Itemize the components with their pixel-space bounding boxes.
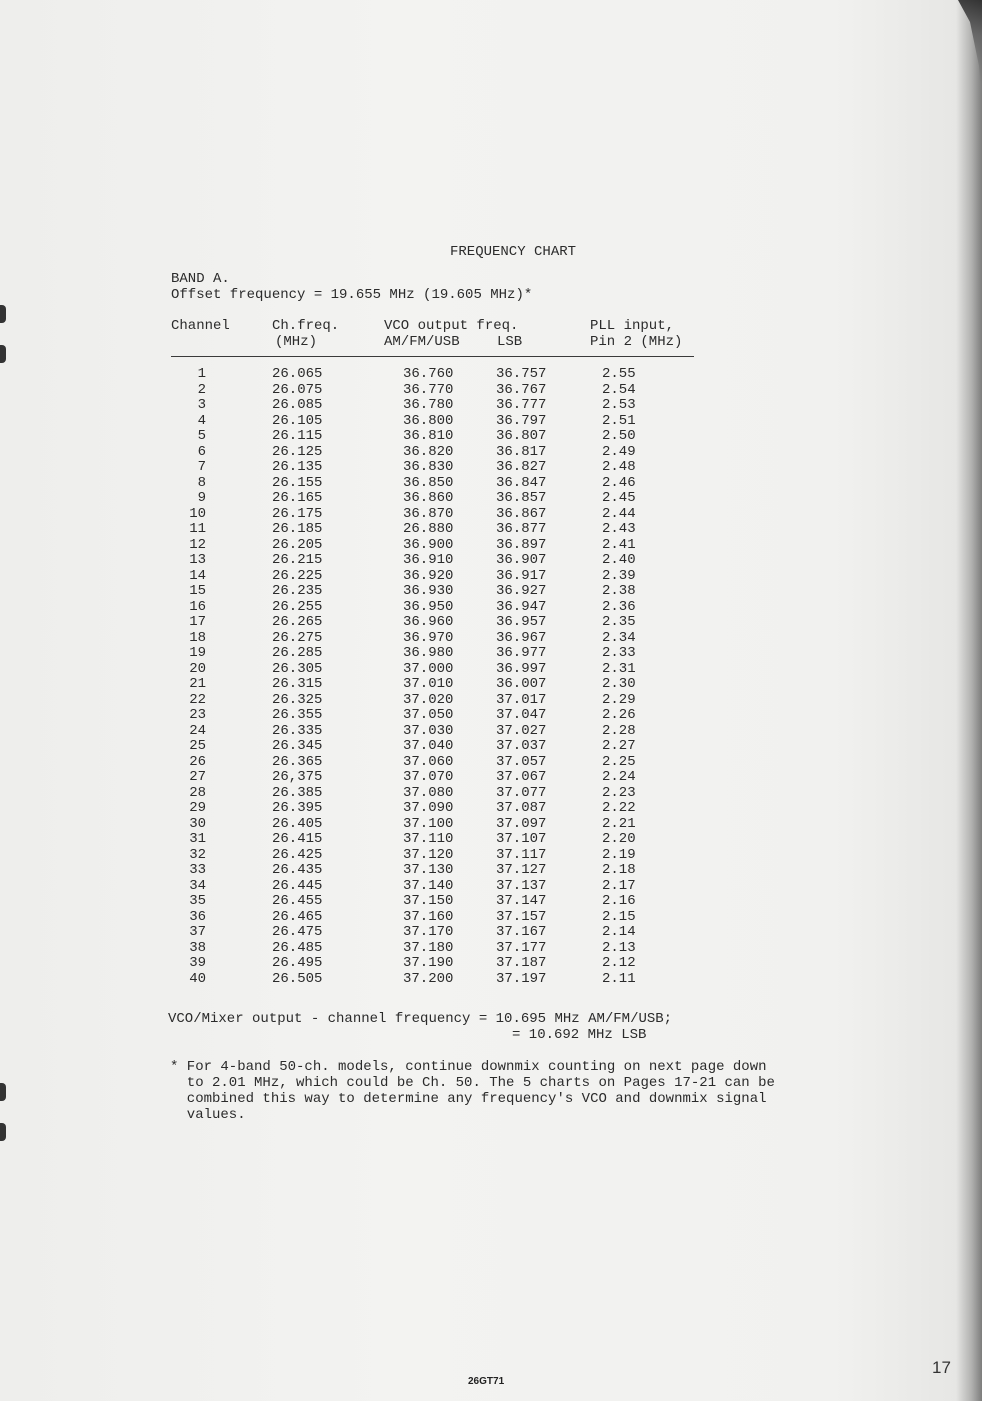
vco-lsb-cell: 36.957 [496,614,547,630]
table-row [0,382,700,398]
vco-am-cell: 37.070 [403,769,454,785]
table-row [0,676,700,692]
ch-freq-cell: 26.435 [272,862,323,878]
header-channel: Channel [171,318,230,334]
table-row [0,568,700,584]
pll-cell: 2.36 [602,598,636,615]
channel-cell: 8 [197,474,206,491]
vco-lsb-cell: 36.767 [496,381,547,398]
vco-lsb-cell: 36.877 [496,521,547,537]
ch-freq-cell: 26.325 [272,691,323,708]
pll-cell: 2.17 [602,877,636,894]
formula-line-2: = 10.692 MHz LSB [512,1027,647,1043]
binding-hole-mark [0,1123,6,1141]
pll-cell: 2.18 [602,862,636,878]
pll-cell: 2.51 [602,412,636,429]
vco-am-cell: 36.850 [403,474,454,491]
pll-cell: 2.12 [602,955,636,971]
table-row [0,940,700,956]
vco-am-cell: 37.190 [403,955,454,971]
pll-cell: 2.38 [602,583,636,599]
vco-am-cell: 37.100 [403,815,454,832]
table-row [0,800,700,816]
channel-cell: 9 [197,490,206,506]
table-row [0,413,700,429]
vco-lsb-cell: 37.177 [496,939,547,956]
vco-lsb-cell: 37.067 [496,769,547,785]
ch-freq-cell: 26.465 [272,908,323,925]
footnote: * For 4-band 50-ch. models, continue downmix counting on next page down to 2.01 MHz, which could be Ch. 50. The 5 charts on Pages 17-21 can be combined this way to determine any frequency's VCO and downmix signal values. [170,1059,775,1123]
ch-freq-cell: 26.215 [272,552,323,568]
table-row [0,893,700,909]
channel-cell: 24 [189,722,206,739]
pll-cell: 2.46 [602,474,636,491]
pll-cell: 2.44 [602,505,636,522]
pll-cell: 2.55 [602,366,636,382]
pll-cell: 2.33 [602,645,636,661]
vco-lsb-cell: 37.057 [496,753,547,770]
ch-freq-cell: 26.355 [272,707,323,723]
vco-lsb-cell: 37.107 [496,831,547,847]
channel-cell: 40 [189,970,206,987]
vco-am-cell: 37.150 [403,893,454,909]
vco-lsb-cell: 37.167 [496,924,547,940]
pll-cell: 2.39 [602,567,636,584]
channel-cell: 36 [189,908,206,925]
ch-freq-cell: 26.225 [272,567,323,584]
pll-cell: 2.54 [602,381,636,398]
ch-freq-cell: 26.125 [272,443,323,460]
table-row [0,878,700,894]
header-chfreq-unit: (MHz) [275,334,318,350]
table-row [0,521,700,537]
table-row [0,475,700,491]
table-row [0,599,700,615]
pll-cell: 2.11 [602,970,636,987]
ch-freq-cell: 26.445 [272,877,323,894]
pll-cell: 2.48 [602,459,636,475]
vco-am-cell: 37.040 [403,738,454,754]
vco-lsb-cell: 36.907 [496,552,547,568]
header-pll-pin: Pin 2 (MHz) [590,334,683,350]
header-vco-am: AM/FM/USB [384,334,460,350]
vco-am-cell: 37.020 [403,691,454,708]
ch-freq-cell: 26.205 [272,536,323,553]
ch-freq-cell: 26.185 [272,521,323,537]
vco-lsb-cell: 36.757 [496,366,547,382]
vco-lsb-cell: 37.197 [496,970,547,987]
vco-lsb-cell: 37.037 [496,738,547,754]
table-row [0,785,700,801]
vco-am-cell: 36.830 [403,459,454,475]
vco-am-cell: 36.800 [403,412,454,429]
channel-cell: 20 [189,660,206,677]
pll-cell: 2.40 [602,552,636,568]
ch-freq-cell: 26.175 [272,505,323,522]
vco-am-cell: 36.870 [403,505,454,522]
ch-freq-cell: 26.415 [272,831,323,847]
vco-am-cell: 37.120 [403,846,454,863]
vco-am-cell: 37.160 [403,908,454,925]
table-row [0,630,700,646]
ch-freq-cell: 26.315 [272,676,323,692]
vco-am-cell: 36.970 [403,629,454,646]
vco-lsb-cell: 37.087 [496,800,547,816]
vco-am-cell: 37.090 [403,800,454,816]
channel-cell: 18 [189,629,206,646]
pll-cell: 2.19 [602,846,636,863]
page-edge-shadow [956,0,982,1401]
vco-am-cell: 36.780 [403,397,454,413]
table-row [0,847,700,863]
vco-lsb-cell: 36.917 [496,567,547,584]
page-number: 17 [932,1358,951,1377]
channel-cell: 23 [189,707,206,723]
table-row [0,397,700,413]
ch-freq-cell: 26.155 [272,474,323,491]
ch-freq-cell: 26.485 [272,939,323,956]
channel-cell: 5 [197,428,206,444]
vco-lsb-cell: 36.847 [496,474,547,491]
pll-cell: 2.43 [602,521,636,537]
header-chfreq: Ch.freq. [272,318,340,334]
vco-lsb-cell: 36.867 [496,505,547,522]
vco-am-cell: 36.820 [403,443,454,460]
ch-freq-cell: 26.265 [272,614,323,630]
channel-cell: 12 [189,536,206,553]
channel-cell: 2 [197,381,206,398]
pll-cell: 2.15 [602,908,636,925]
pll-cell: 2.45 [602,490,636,506]
vco-am-cell: 37.130 [403,862,454,878]
pll-cell: 2.35 [602,614,636,630]
vco-am-cell: 36.900 [403,536,454,553]
channel-cell: 27 [189,769,206,785]
table-row [0,459,700,475]
channel-cell: 19 [189,645,206,661]
vco-am-cell: 36.760 [403,366,454,382]
vco-am-cell: 37.010 [403,676,454,692]
vco-lsb-cell: 36.857 [496,490,547,506]
formula-line-1: VCO/Mixer output - channel frequency = 10.695 MHz AM/FM/USB; [168,1011,673,1027]
pll-cell: 2.21 [602,815,636,832]
vco-am-cell: 37.180 [403,939,454,956]
vco-am-cell: 36.980 [403,645,454,661]
vco-lsb-cell: 37.117 [496,846,547,863]
vco-am-cell: 37.170 [403,924,454,940]
channel-cell: 11 [189,521,206,537]
pll-cell: 2.16 [602,893,636,909]
table-row [0,924,700,940]
document-code: 26GT71 [468,1376,505,1387]
vco-lsb-cell: 37.017 [496,691,547,708]
channel-cell: 17 [189,614,206,630]
table-row [0,537,700,553]
vco-lsb-cell: 37.137 [496,877,547,894]
table-row [0,645,700,661]
table-row [0,506,700,522]
table-row [0,444,700,460]
pll-cell: 2.50 [602,428,636,444]
vco-lsb-cell: 36.897 [496,536,547,553]
table-row [0,707,700,723]
table-row [0,428,700,444]
pll-cell: 2.26 [602,707,636,723]
channel-cell: 31 [189,831,206,847]
pll-cell: 2.25 [602,753,636,770]
vco-lsb-cell: 36.797 [496,412,547,429]
channel-cell: 38 [189,939,206,956]
vco-am-cell: 37.080 [403,784,454,801]
vco-lsb-cell: 37.127 [496,862,547,878]
ch-freq-cell: 26,375 [272,769,323,785]
ch-freq-cell: 26.395 [272,800,323,816]
ch-freq-cell: 26.475 [272,924,323,940]
ch-freq-cell: 26.385 [272,784,323,801]
vco-lsb-cell: 37.077 [496,784,547,801]
table-row [0,723,700,739]
vco-am-cell: 36.910 [403,552,454,568]
channel-cell: 6 [197,443,206,460]
vco-am-cell: 37.000 [403,660,454,677]
header-vco-lsb: LSB [497,334,523,350]
ch-freq-cell: 26.425 [272,846,323,863]
ch-freq-cell: 26.345 [272,738,323,754]
ch-freq-cell: 26.165 [272,490,323,506]
channel-cell: 16 [189,598,206,615]
ch-freq-cell: 26.305 [272,660,323,677]
vco-am-cell: 37.200 [403,970,454,987]
table-row [0,816,700,832]
channel-cell: 10 [189,505,206,522]
vco-lsb-cell: 36.007 [496,676,547,692]
pll-cell: 2.34 [602,629,636,646]
ch-freq-cell: 26.495 [272,955,323,971]
pll-cell: 2.20 [602,831,636,847]
table-row [0,692,700,708]
vco-lsb-cell: 36.777 [496,397,547,413]
channel-cell: 30 [189,815,206,832]
pll-cell: 2.31 [602,660,636,677]
vco-lsb-cell: 37.097 [496,815,547,832]
table-row [0,862,700,878]
ch-freq-cell: 26.065 [272,366,323,382]
vco-lsb-cell: 37.157 [496,908,547,925]
channel-cell: 25 [189,738,206,754]
ch-freq-cell: 26.335 [272,722,323,739]
pll-cell: 2.41 [602,536,636,553]
channel-cell: 14 [189,567,206,584]
table-row [0,831,700,847]
header-vco: VCO output freq. [384,318,519,334]
channel-cell: 21 [189,676,206,692]
band-label: BAND A. [171,271,230,287]
binding-hole-mark [0,1083,6,1101]
channel-cell: 1 [197,366,206,382]
table-row [0,583,700,599]
pll-cell: 2.30 [602,676,636,692]
header-pll: PLL input, [590,318,675,334]
vco-lsb-cell: 37.047 [496,707,547,723]
vco-am-cell: 36.810 [403,428,454,444]
ch-freq-cell: 26.405 [272,815,323,832]
table-row [0,552,700,568]
channel-cell: 29 [189,800,206,816]
channel-cell: 35 [189,893,206,909]
channel-cell: 26 [189,753,206,770]
vco-lsb-cell: 36.807 [496,428,547,444]
table-row [0,971,700,987]
channel-cell: 15 [189,583,206,599]
ch-freq-cell: 26.455 [272,893,323,909]
vco-lsb-cell: 36.977 [496,645,547,661]
pll-cell: 2.29 [602,691,636,708]
ch-freq-cell: 26.135 [272,459,323,475]
vco-am-cell: 37.140 [403,877,454,894]
vco-am-cell: 36.860 [403,490,454,506]
channel-cell: 28 [189,784,206,801]
binding-hole-mark [0,345,6,363]
ch-freq-cell: 26.365 [272,753,323,770]
channel-cell: 32 [189,846,206,863]
header-divider [171,356,694,357]
vco-lsb-cell: 36.947 [496,598,547,615]
channel-cell: 22 [189,691,206,708]
channel-cell: 13 [189,552,206,568]
vco-am-cell: 36.960 [403,614,454,630]
pll-cell: 2.49 [602,443,636,460]
vco-am-cell: 37.050 [403,707,454,723]
channel-cell: 37 [189,924,206,940]
vco-lsb-cell: 36.827 [496,459,547,475]
channel-cell: 7 [197,459,206,475]
channel-cell: 4 [197,412,206,429]
chart-title: FREQUENCY CHART [450,244,577,260]
ch-freq-cell: 26.255 [272,598,323,615]
table-row [0,955,700,971]
vco-lsb-cell: 36.817 [496,443,547,460]
ch-freq-cell: 26.115 [272,428,323,444]
ch-freq-cell: 26.505 [272,970,323,987]
ch-freq-cell: 26.085 [272,397,323,413]
vco-am-cell: 37.060 [403,753,454,770]
vco-lsb-cell: 36.967 [496,629,547,646]
table-row [0,754,700,770]
pll-cell: 2.22 [602,800,636,816]
pll-cell: 2.53 [602,397,636,413]
vco-am-cell: 36.950 [403,598,454,615]
vco-lsb-cell: 37.147 [496,893,547,909]
vco-am-cell: 26.880 [403,521,454,537]
table-row [0,614,700,630]
pll-cell: 2.13 [602,939,636,956]
channel-cell: 39 [189,955,206,971]
binding-hole-mark [0,305,6,323]
pll-cell: 2.14 [602,924,636,940]
table-row [0,661,700,677]
pll-cell: 2.24 [602,769,636,785]
table-row [0,909,700,925]
ch-freq-cell: 26.105 [272,412,323,429]
ch-freq-cell: 26.075 [272,381,323,398]
table-row [0,490,700,506]
table-row [0,769,700,785]
channel-cell: 34 [189,877,206,894]
pll-cell: 2.27 [602,738,636,754]
table-row [0,738,700,754]
ch-freq-cell: 26.275 [272,629,323,646]
offset-frequency: Offset frequency = 19.655 MHz (19.605 MHz)* [171,287,533,303]
vco-am-cell: 37.030 [403,722,454,739]
vco-am-cell: 36.920 [403,567,454,584]
pll-cell: 2.28 [602,722,636,739]
ch-freq-cell: 26.285 [272,645,323,661]
vco-lsb-cell: 37.027 [496,722,547,739]
channel-cell: 33 [189,862,206,878]
vco-am-cell: 37.110 [403,831,454,847]
vco-lsb-cell: 36.997 [496,660,547,677]
vco-lsb-cell: 37.187 [496,955,547,971]
ch-freq-cell: 26.235 [272,583,323,599]
table-row [0,366,700,382]
vco-lsb-cell: 36.927 [496,583,547,599]
pll-cell: 2.23 [602,784,636,801]
channel-cell: 3 [197,397,206,413]
vco-am-cell: 36.930 [403,583,454,599]
vco-am-cell: 36.770 [403,381,454,398]
